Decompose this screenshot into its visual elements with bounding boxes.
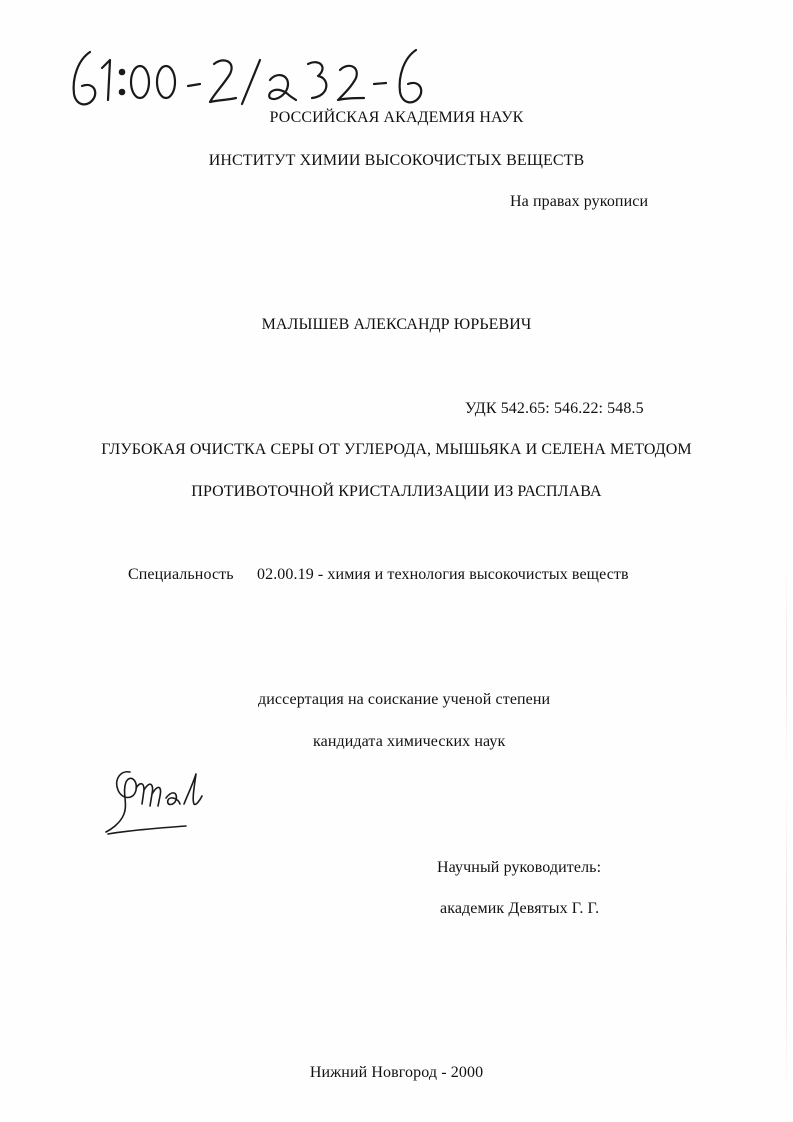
udc-code: УДК 542.65: 546.22: 548.5 [465, 400, 644, 417]
specialty-value: 02.00.19 - химия и технология высокочистых веществ [257, 566, 629, 583]
academy-name: РОССИЙСКАЯ АКАДЕМИЯ НАУК [269, 109, 524, 126]
author-signature [100, 760, 210, 840]
degree-line-2: кандидата химических наук [313, 733, 506, 750]
thesis-title-line-2: ПРОТИВОТОЧНОЙ КРИСТАЛЛИЗАЦИИ ИЗ РАСПЛАВА [191, 483, 602, 500]
supervisor-name: академик Девятых Г. Г. [440, 900, 600, 917]
author-name: МАЛЫШЕВ АЛЕКСАНДР ЮРЬЕВИЧ [261, 316, 532, 333]
supervisor-label: Научный руководитель: [437, 859, 602, 876]
city-and-year: Нижний Новгород - 2000 [309, 1064, 484, 1081]
manuscript-rights-note: На правах рукописи [510, 193, 649, 210]
thesis-title-line-1: ГЛУБОКАЯ ОЧИСТКА СЕРЫ ОТ УГЛЕРОДА, МЫШЬЯКА И СЕЛЕНА МЕТОДОМ [101, 441, 692, 458]
scan-edge-artifact [786, 560, 787, 1100]
specialty-label: Специальность [128, 566, 234, 583]
degree-line-1: диссертация на соискание ученой степени [258, 691, 551, 708]
institute-name: ИНСТИТУТ ХИМИИ ВЫСОКОЧИСТЫХ ВЕЩЕСТВ [208, 152, 585, 169]
handwritten-archive-number [64, 38, 424, 118]
